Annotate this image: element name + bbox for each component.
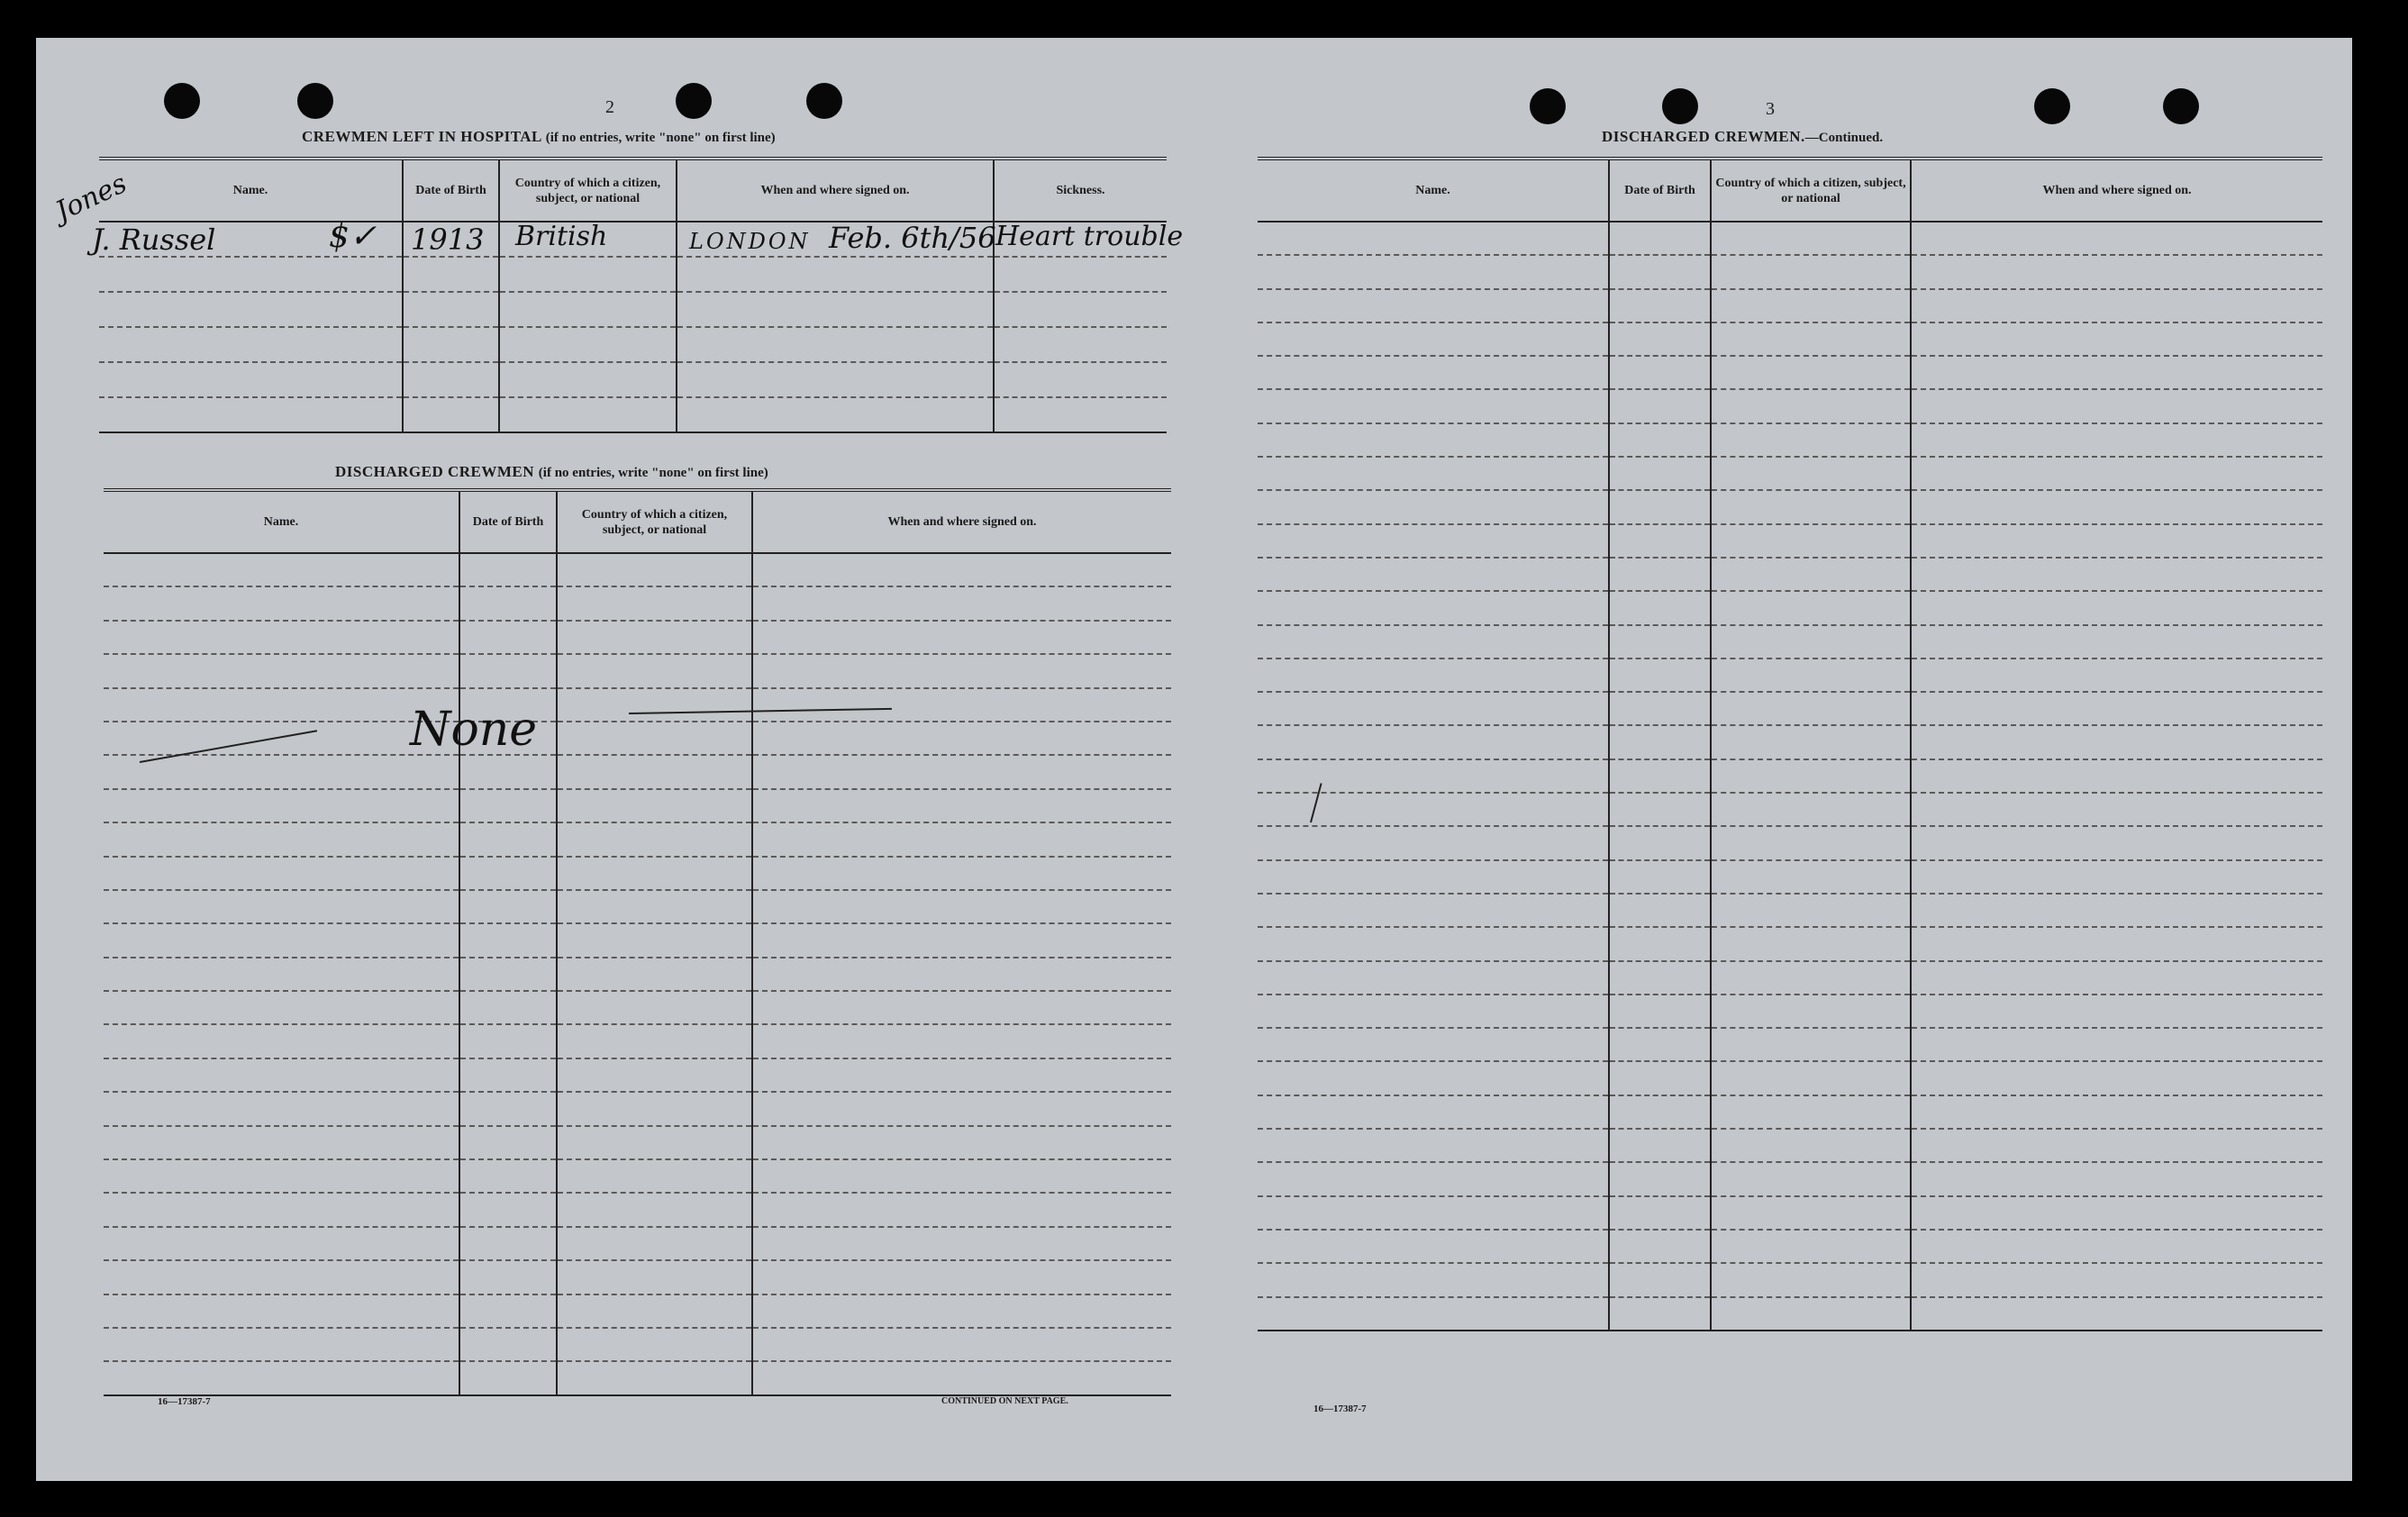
handwritten-dob: 1913 [411, 223, 485, 257]
page-number: 3 [1766, 99, 1775, 119]
handwritten-name: J. Russel [92, 223, 216, 257]
table-row [1258, 356, 2322, 389]
table-row [1258, 1230, 2322, 1263]
table-row [99, 397, 1167, 432]
punch-hole [1662, 88, 1698, 124]
discharged-table [104, 488, 1171, 1396]
table-row [99, 362, 1167, 397]
table-row [1258, 1095, 2322, 1129]
column-header-country: Country of which a citizen, subject, or national [557, 490, 752, 553]
table-row [1258, 860, 2322, 894]
column-header-name: Name. [99, 159, 403, 222]
column-header-date-of-birth: Date of Birth [459, 490, 557, 553]
discharged-section-title: DISCHARGED CREWMEN (if no entries, write "none" on first line) [335, 463, 768, 480]
punch-hole [676, 83, 712, 119]
discharged-continued-table [1258, 157, 2322, 1331]
table-row [99, 327, 1167, 362]
punch-hole [297, 83, 333, 119]
handwritten-country: British [515, 221, 608, 252]
discharged-continued-title: DISCHARGED CREWMEN.—Continued. [1602, 128, 1884, 145]
form-number: 16—17387-7 [1313, 1403, 1367, 1414]
table-row [104, 1193, 1171, 1226]
form-number: 16—17387-7 [158, 1396, 211, 1407]
table-row [1258, 255, 2322, 288]
continued-note: CONTINUED ON NEXT PAGE. [941, 1396, 1068, 1406]
table-row [104, 991, 1171, 1024]
table-row [1258, 490, 2322, 523]
column-header-name: Name. [104, 490, 459, 553]
table-row [1258, 692, 2322, 725]
handwritten-name-above: Jones [50, 168, 132, 228]
table-row [1258, 389, 2322, 422]
page-number: 2 [605, 97, 614, 117]
table-row [1258, 826, 2322, 859]
handwritten-place: LONDON [689, 229, 811, 254]
table-row [1258, 1028, 2322, 1061]
table-row [104, 755, 1171, 788]
hospital-section-title: CREWMEN LEFT IN HOSPITAL (if no entries, write "none" on first line) [302, 128, 776, 145]
table-row [104, 822, 1171, 856]
column-header-signed-on: When and where signed on. [1911, 159, 2322, 222]
handwritten-sickness: Heart trouble [995, 221, 1184, 252]
table-row [1258, 995, 2322, 1028]
table-row [1258, 1129, 2322, 1162]
table-row [104, 688, 1171, 722]
table-row [104, 1024, 1171, 1058]
table-row [1258, 1297, 2322, 1331]
table-row [1258, 1263, 2322, 1296]
table-row [104, 923, 1171, 957]
table-row [1258, 1196, 2322, 1230]
table-row [104, 1328, 1171, 1361]
table-row [1258, 759, 2322, 793]
hospital-table [99, 157, 1167, 433]
table-row [104, 789, 1171, 822]
table-row [1258, 1061, 2322, 1095]
table-row [1258, 625, 2322, 659]
table-row [1258, 558, 2322, 591]
column-header-name: Name. [1258, 159, 1609, 222]
table-row [1258, 793, 2322, 826]
table-row [1258, 961, 2322, 995]
punch-hole [806, 83, 842, 119]
handwritten-none: None [410, 703, 538, 757]
table-row [1258, 894, 2322, 927]
column-header-date-of-birth: Date of Birth [1609, 159, 1711, 222]
table-row [104, 890, 1171, 923]
table-row [1258, 659, 2322, 692]
table-row [104, 958, 1171, 991]
table-row [104, 1260, 1171, 1294]
table-row [104, 1092, 1171, 1125]
left-page [36, 38, 1196, 1481]
table-row [99, 257, 1167, 292]
table-row [104, 621, 1171, 654]
table-row [1258, 423, 2322, 457]
column-header-date-of-birth: Date of Birth [403, 159, 499, 222]
table-row [104, 1126, 1171, 1159]
table-row [99, 292, 1167, 327]
handwritten-mark: $✓ [329, 218, 377, 255]
table-row [104, 553, 1171, 586]
table-row [1258, 524, 2322, 558]
punch-hole [2163, 88, 2199, 124]
column-header-signed-on: When and where signed on. [752, 490, 1171, 553]
right-page [1196, 38, 2352, 1481]
punch-hole [1530, 88, 1566, 124]
table-row [104, 1159, 1171, 1193]
table-row [1258, 289, 2322, 322]
table-row [1258, 222, 2322, 255]
table-row [1258, 591, 2322, 624]
column-header-country: Country of which a citizen, subject, or national [1711, 159, 1911, 222]
column-header-signed-on: When and where signed on. [677, 159, 994, 222]
table-row [104, 1361, 1171, 1394]
column-header-sickness: Sickness. [994, 159, 1167, 222]
table-row [1258, 725, 2322, 758]
table-row [1258, 1162, 2322, 1195]
table-row [1258, 322, 2322, 356]
table-row [104, 857, 1171, 890]
punch-hole [164, 83, 200, 119]
punch-hole [2034, 88, 2070, 124]
table-row [104, 586, 1171, 620]
column-header-country: Country of which a citizen, subject, or national [499, 159, 677, 222]
table-row [104, 1058, 1171, 1092]
table-row [1258, 457, 2322, 490]
handwritten-date: Feb. 6th/56 [829, 221, 996, 255]
table-row [104, 1227, 1171, 1260]
table-row [1258, 927, 2322, 960]
table-row [104, 654, 1171, 687]
table-row [104, 1294, 1171, 1328]
